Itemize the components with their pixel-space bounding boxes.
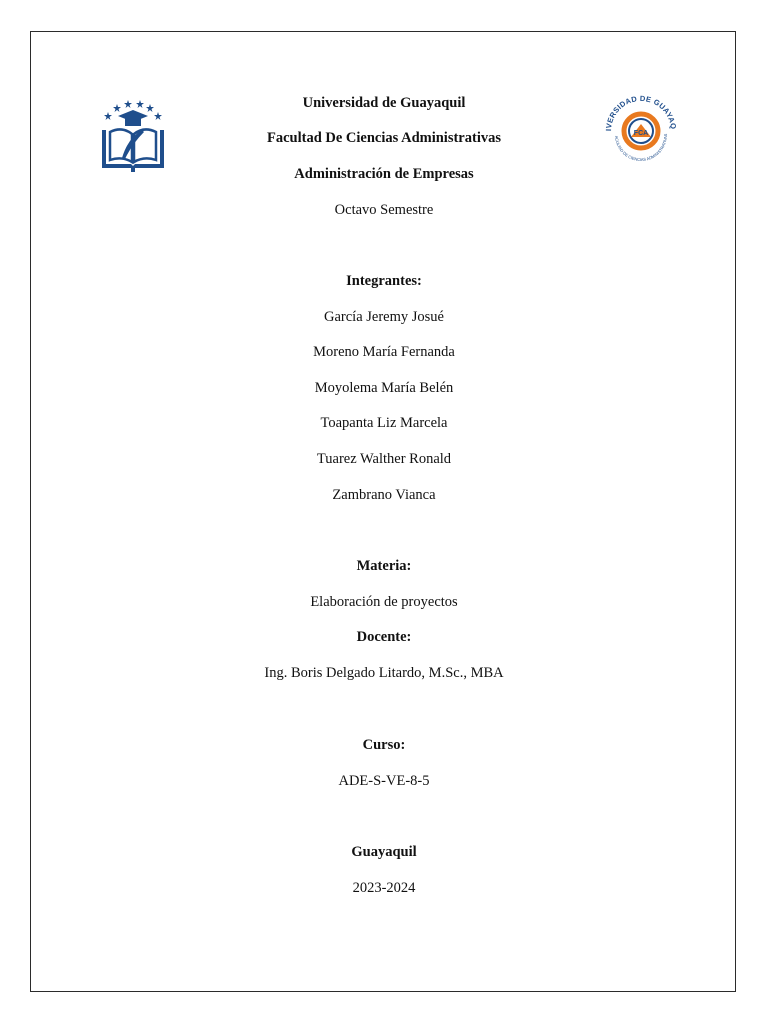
teacher-value: Ing. Boris Delgado Litardo, M.Sc., MBA	[264, 665, 504, 681]
seal-top-text: IVERSIDAD DE GUAYAQ	[603, 93, 679, 132]
seal-center-text: FCA	[633, 130, 649, 137]
faculty-name: Facultad De Ciencias Administrativas	[266, 130, 501, 146]
member-name: García Jeremy Josué	[324, 309, 444, 325]
members-heading: Integrantes:	[346, 273, 422, 289]
member-name: Toapanta Liz Marcela	[320, 415, 448, 431]
course-value: ADE-S-VE-8-5	[338, 773, 430, 789]
member-name: Zambrano Vianca	[332, 487, 436, 503]
subject-heading: Materia:	[356, 558, 412, 574]
semester-label: Octavo Semestre	[334, 202, 434, 218]
course-heading: Curso:	[362, 737, 406, 753]
teacher-heading: Docente:	[356, 629, 412, 645]
academic-period: 2023-2024	[352, 880, 416, 896]
member-name: Moyolema María Belén	[314, 380, 454, 396]
member-name: Tuarez Walther Ronald	[316, 451, 452, 467]
seal-bottom-text: ACULTAD DE CIENCIAS ADMINISTRATIVAS	[613, 133, 669, 163]
career-name: Administración de Empresas	[294, 166, 474, 182]
university-name: Universidad de Guayaquil	[302, 95, 466, 111]
subject-value: Elaboración de proyectos	[310, 594, 458, 610]
city-label: Guayaquil	[351, 844, 417, 860]
member-name: Moreno María Fernanda	[313, 344, 455, 360]
